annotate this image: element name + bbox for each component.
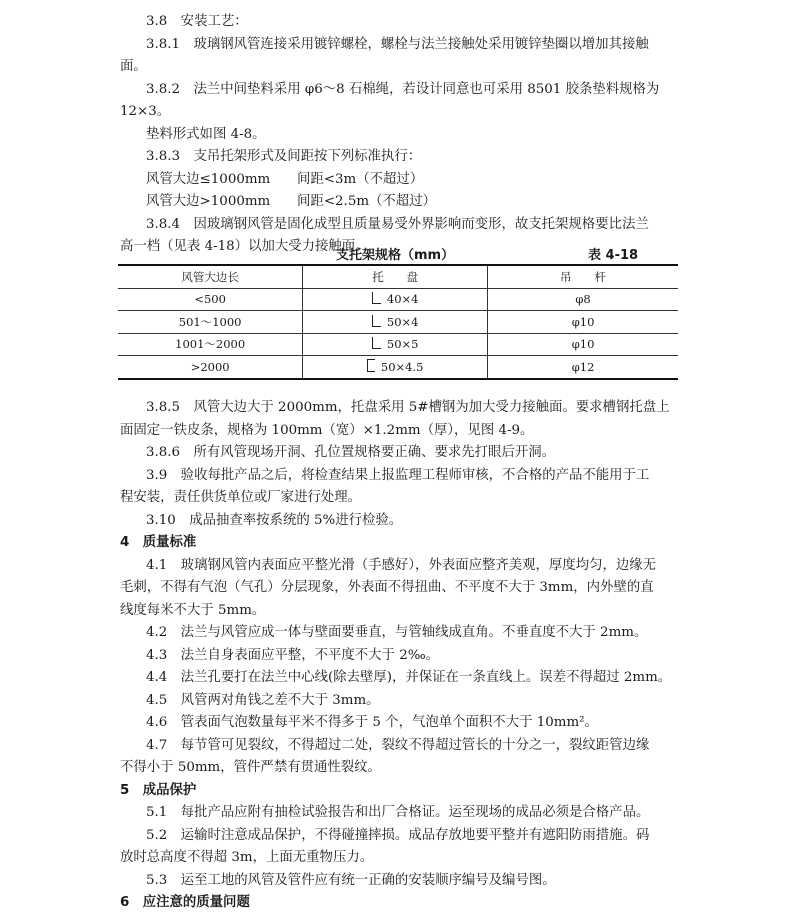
section-heading: 6 应注意的质量问题 [120,895,250,910]
section-heading: 5 成品保护 [120,782,197,798]
table-number: 表 4-18 [588,248,639,263]
angle-steel-icon [372,315,381,327]
text-block-install [120,11,676,259]
paragraph-line: 4.2 法兰与风管应成一体与壁面要垂直，与管轴线成直角。不垂直度不大于 2mm。 [146,625,648,640]
angle-steel-icon [372,337,381,349]
table-row [118,333,678,356]
table-header-row [118,265,678,288]
angle-steel-icon [372,292,381,304]
cell-tray: 40×4 [303,288,488,311]
cell-rod: φ12 [488,356,678,379]
cell-rod: φ10 [488,311,678,334]
paragraph-line: 风管大边≤1000mm 间距<3m（不超过） [146,171,424,187]
table-row [118,288,678,311]
paragraph-line: 4.5 风管两对角钱之差不大于 3mm。 [146,692,380,708]
cell-rod: φ10 [488,333,678,356]
paragraph-line: 3.8.5 风管大边大于 2000mm，托盘采用 5#槽钢为加大受力接触面。要求槽钢托盘上 [146,400,670,415]
cell-edge: 1001～2000 [118,333,303,356]
paragraph-line: 3.8.6 所有风管现场开洞、孔位置规格要正确、要求先打眼后开洞。 [146,445,556,460]
paragraph-line: 5.3 运至工地的风管及管件应有统一正确的安装顺序编号及编号图。 [146,872,556,888]
paragraph-line: 3.8.1 玻璃钢风管连接采用镀锌螺栓，螺栓与法兰接触处采用镀锌垫圈以增加其接触 [146,36,649,52]
paragraph-line: 5.2 运输时注意成品保护，不得碰撞摔损。成品存放地要平整并有遮阳防雨措施。码 [146,827,650,843]
paragraph-line: 3.10 成品抽查率按系统的 5%进行检验。 [146,512,403,528]
paragraph-line: 放时总高度不得超 3m，上面无重物压力。 [120,850,374,865]
table-row [118,311,678,334]
header-rod: 吊 杆 [488,265,678,288]
paragraph-line: 面。 [120,59,147,74]
section-heading: 3.8 安装工艺： [146,14,248,29]
paragraph-line: 4.4 法兰孔要打在法兰中心线(除去壁厚)，并保证在一条直线上。误差不得超过 2mm。 [146,670,672,685]
paragraph-line: 3.8.2 法兰中间垫料采用 φ6～8 石棉绳，若设计同意也可采用 8501 胶条垫料规格为 [146,81,660,97]
table-row [118,356,678,379]
support-spec-table [118,264,678,380]
paragraph-line: 垫料形式如图 4-8。 [146,126,266,142]
paragraph-line: 线度每米不大于 5mm。 [120,602,266,618]
paragraph-line: 3.9 验收每批产品之后，将检查结果上报监理工程师审核，不合格的产品不能用于工 [146,467,650,483]
cell-tray: 50×4 [303,311,488,334]
paragraph-line: 3.8.3 支吊托架形式及间距按下列标准执行： [146,149,422,164]
paragraph-line: 面固定一铁皮条，规格为 100mm（宽）×1.2mm（厚），见图 4-9。 [120,422,534,438]
cell-rod: φ8 [488,288,678,311]
paragraph-line: 12×3。 [120,104,171,119]
paragraph-line: 不得小于 50mm，管件严禁有贯通性裂纹。 [120,760,381,775]
paragraph-line: 程安装，责任供货单位或厂家进行处理。 [120,490,362,505]
section-heading: 4 质量标准 [120,535,197,550]
cell-edge: 501～1000 [118,311,303,334]
paragraph-line: 毛刺，不得有气泡（气孔）分层现象，外表面不得扭曲、不平度不大于 3mm，内外壁的直 [120,580,654,595]
paragraph-line: 4.7 每节管可见裂纹，不得超过二处，裂纹不得超过管长的十分之一，裂纹距管边缘 [146,737,650,753]
cell-tray: 50×4.5 [303,356,488,379]
paragraph-line: 风管大边>1000mm 间距<2.5m（不超过） [146,194,436,209]
paragraph-line: 3.8.4 因玻璃钢风管是固化成型且质量易受外界影响而变形，故支托架规格要比法兰 [146,216,649,232]
cell-tray: 50×5 [303,333,488,356]
table-caption: 支托架规格（mm） [336,248,455,263]
paragraph-line: 高一档（见表 4-18）以加大受力接触面。 [120,239,369,254]
text-block-quality [120,397,676,915]
paragraph-line: 5.1 每批产品应附有抽检试验报告和出厂合格证。运至现场的成品必须是合格产品。 [146,805,650,820]
cell-edge: >2000 [118,356,303,379]
paragraph-line: 4.1 玻璃钢风管内表面应平整光滑（手感好），外表面应整齐美观，厚度均匀，边缘无 [146,557,657,573]
header-edge: 风管大边长 [118,265,303,288]
channel-steel-icon [367,359,375,372]
paragraph-line: 4.6 管表面气泡数量每平米不得多于 5 个，气泡单个面积不大于 10mm²。 [146,715,598,730]
header-tray: 托 盘 [303,265,488,288]
cell-edge: <500 [118,288,303,311]
paragraph-line: 4.3 法兰自身表面应平整，不平度不大于 2‰。 [146,647,440,663]
